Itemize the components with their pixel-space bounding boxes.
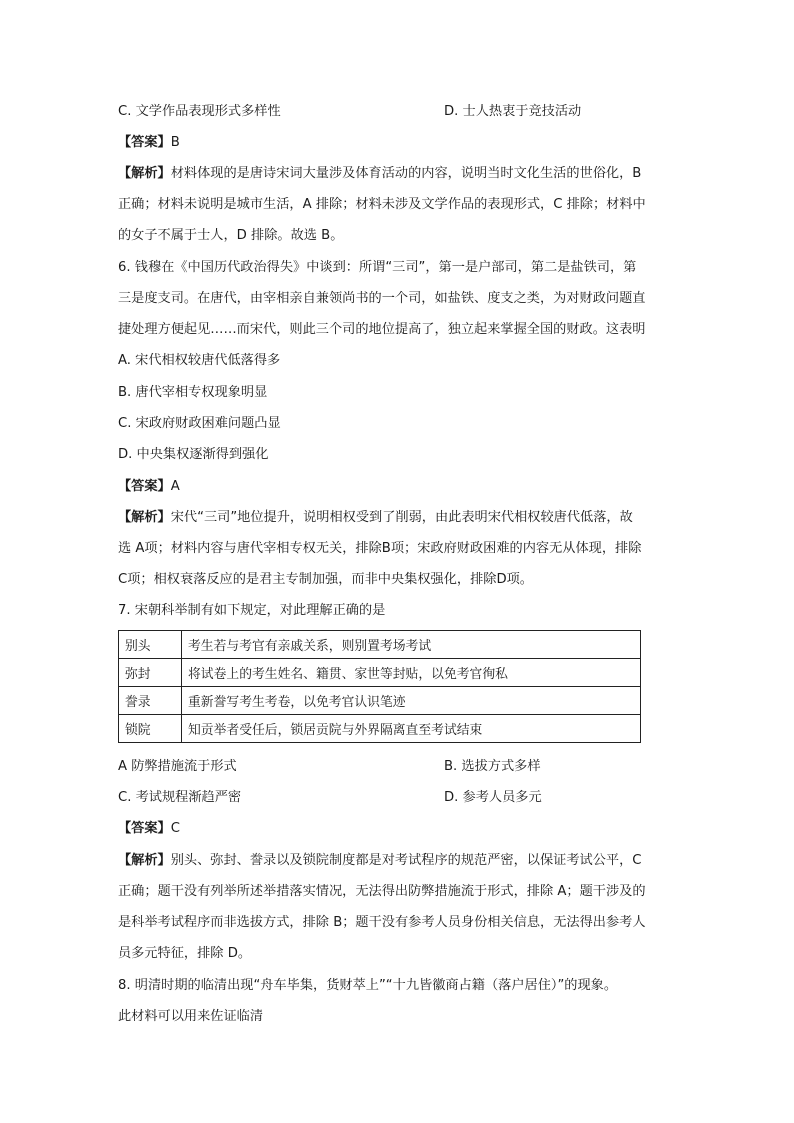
table-row — [119, 715, 641, 743]
q8-stem-line-1: 8. 明清时期的临清出现“舟车毕集，货财萃上”“十九皆徽商占籍（落户居住）”的现象。 — [118, 978, 618, 993]
table-row — [119, 631, 641, 659]
table-desc: 重新誊写考生考卷，以免考官认识笔迹 — [182, 687, 641, 715]
q7-option-d: D. 参考人员多元 — [444, 790, 542, 805]
q6-option-d: D. 中央集权逐渐得到强化 — [118, 447, 269, 462]
answer-label: 【答案】 — [118, 479, 171, 494]
table-desc: 考生若与考官有亲戚关系，则别置考场考试 — [182, 631, 641, 659]
analysis-label: 【解析】 — [118, 510, 171, 525]
q7-stem: 7. 宋朝科举制有如下规定，对此理解正确的是 — [118, 603, 386, 618]
table-row — [119, 687, 641, 715]
answer-value: C — [170, 821, 180, 836]
table-desc: 知贡举者受任后，锁居贡院与外界隔离直至考试结束 — [182, 715, 641, 743]
q6-option-b: B. 唐代宰相专权现象明显 — [118, 385, 268, 400]
table-term: 锁院 — [119, 715, 182, 743]
analysis-label: 【解析】 — [118, 853, 171, 868]
analysis-label: 【解析】 — [118, 166, 171, 181]
q6-analysis-line-2: 选 A项；材料内容与唐代宰相专权无关，排除B项；宋政府财政困难的内容无从体现，排除 — [118, 541, 642, 556]
q7-option-c: C. 考试规程渐趋严密 — [118, 790, 242, 805]
table-term: 别头 — [119, 631, 182, 659]
q5-analysis-line-2: 正确；材料未说明是城市生活，A 排除；材料未涉及文学作品的表现形式，C 排除；材料中 — [118, 197, 646, 212]
analysis-text: 别头、弥封、誊录以及锁院制度都是对考试程序的规范严密，以保证考试公平，C — [170, 853, 642, 868]
q7-rules-table — [118, 630, 641, 743]
q6-answer — [118, 477, 180, 497]
table-desc: 将试卷上的考生姓名、籍贯、家世等封贴，以免考官徇私 — [182, 659, 641, 687]
table-term: 弥封 — [119, 659, 182, 687]
answer-value: A — [170, 479, 180, 494]
q7-analysis-line-2: 正确；题干没有列举所述举措落实情况，无法得出防弊措施流于形式，排除 A；题干涉及的 — [118, 884, 646, 899]
q7-option-a: A 防弊措施流于形式 — [118, 759, 237, 774]
analysis-text: 宋代“三司”地位提升，说明相权受到了削弱，由此表明宋代相权较唐代低落，故 — [170, 510, 633, 525]
q5-analysis-line-1 — [118, 164, 641, 184]
q7-analysis-line-4: 员多元特征，排除 D。 — [118, 946, 252, 961]
q5-option-c: C. 文学作品表现形式多样性 — [118, 104, 281, 119]
q7-option-b: B. 选拔方式多样 — [444, 759, 541, 774]
q6-stem-line-3: 捷处理方便起见……而宋代，则此三个司的地位提高了，独立起来掌握全国的财政。这表明 — [118, 322, 646, 337]
q6-analysis-line-1 — [118, 508, 633, 528]
table-term: 誊录 — [119, 687, 182, 715]
q8-stem-line-2: 此材料可以用来佐证临清 — [118, 1009, 264, 1024]
q5-answer — [118, 133, 180, 153]
q5-analysis-line-3: 的女子不属于士人，D 排除。故选 B。 — [118, 228, 344, 243]
answer-value: B — [170, 135, 180, 150]
analysis-text: 材料体现的是唐诗宋词大量涉及体育活动的内容，说明当时文化生活的世俗化，B — [170, 166, 642, 181]
q6-stem-line-2: 三是度支司。在唐代，由宰相亲自兼领尚书的一个司，如盐铁、度支之类，为对财政问题直 — [118, 291, 646, 306]
q6-stem-line-1: 6. 钱穆在《中国历代政治得失》中谈到：所谓“三司”，第一是户部司，第二是盐铁司，第 — [118, 260, 637, 275]
q7-answer — [118, 819, 180, 839]
answer-label: 【答案】 — [118, 821, 171, 836]
answer-label: 【答案】 — [118, 135, 171, 150]
q6-option-a: A. 宋代相权较唐代低落得多 — [118, 353, 281, 368]
q6-option-c: C. 宋政府财政困难问题凸显 — [118, 416, 281, 431]
q6-analysis-line-3: C项；相权衰落反应的是君主专制加强，而非中央集权强化，排除D项。 — [118, 572, 533, 587]
table-row — [119, 659, 641, 687]
q5-option-d: D. 士人热衷于竞技活动 — [444, 104, 582, 119]
q7-analysis-line-1 — [118, 851, 642, 871]
q7-analysis-line-3: 是科举考试程序而非选拔方式，排除 B；题干没有参考人员身份相关信息，无法得出参考人 — [118, 915, 646, 930]
